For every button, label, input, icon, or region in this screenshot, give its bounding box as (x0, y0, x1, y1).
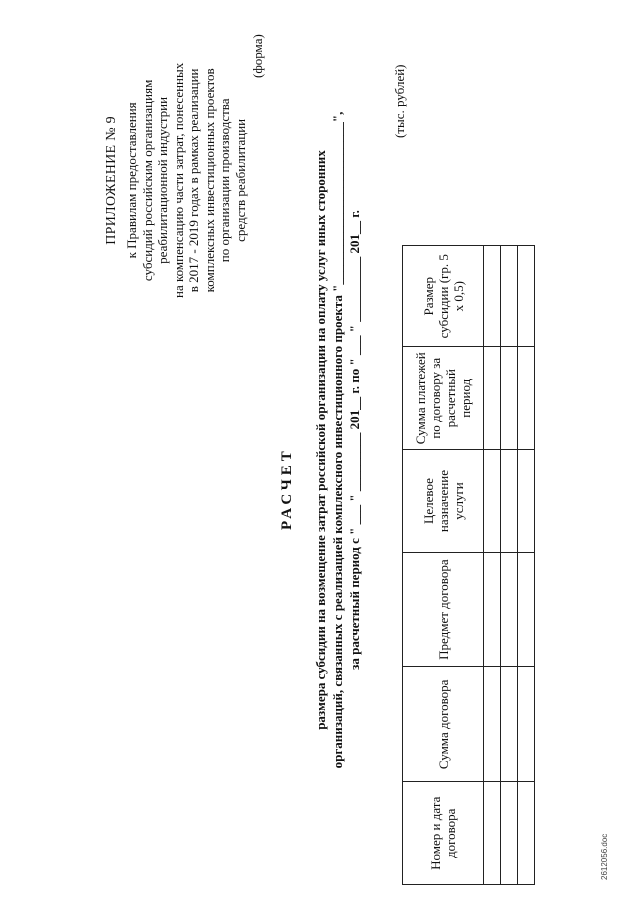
col-header-contract-amount: Сумма договора (403, 667, 484, 782)
table-cell[interactable] (518, 449, 535, 552)
appendix-line: в 2017 - 2019 годах в рамках реализации (186, 68, 201, 293)
table-cell[interactable] (501, 246, 518, 347)
col-header-contract-number: Номер и дата договора (403, 782, 484, 885)
table-cell[interactable] (484, 782, 501, 885)
units-label: (тыс. рублей) (392, 64, 407, 138)
col-header-payments-amount: Сумма платежей по договору за расчетный период (403, 347, 484, 449)
appendix-line: к Правилам предоставления (124, 102, 139, 259)
table-cell[interactable] (501, 782, 518, 885)
appendix-number: ПРИЛОЖЕНИЕ № 9 (104, 116, 119, 245)
appendix-line: субсидий российским организациям (139, 79, 155, 282)
subtitle-line: размера субсидии на возмещение затрат российской организации на оплату услуг иных сторонних (313, 150, 328, 730)
table-cell[interactable] (501, 347, 518, 449)
table-row (501, 246, 518, 885)
table-cell[interactable] (518, 782, 535, 885)
document-subtitle (312, 90, 363, 790)
table-cell[interactable] (484, 449, 501, 552)
table-cell[interactable] (518, 667, 535, 782)
table-cell[interactable] (501, 553, 518, 667)
table-cell[interactable] (518, 347, 535, 449)
col-header-subsidy-size: Размер субсидии (гр. 5 х 0,5) (403, 246, 484, 347)
calculation-table (402, 245, 535, 885)
table-cell[interactable] (484, 553, 501, 667)
table-cell[interactable] (518, 553, 535, 667)
table-cell[interactable] (501, 449, 518, 552)
table-row (518, 246, 535, 885)
table-body (484, 246, 535, 885)
table-row (484, 246, 501, 885)
document-title: РАСЧЕТ (279, 447, 295, 530)
file-name-footer: 2612056.doc (600, 833, 609, 880)
table-cell[interactable] (484, 246, 501, 347)
appendix-line: реабилитационной индустрии (155, 96, 170, 264)
form-label: (форма) (250, 34, 265, 78)
subtitle-line: за расчетный период с " ___ " _________ 201__ г. по " ___ " __________ 201__ г. (347, 210, 362, 670)
table-cell[interactable] (518, 246, 535, 347)
table-cell[interactable] (484, 347, 501, 449)
appendix-header (100, 63, 248, 298)
col-header-contract-subject: Предмет договора (403, 553, 484, 667)
appendix-line: по организации производства (217, 98, 232, 263)
appendix-line: средств реабилитации (232, 118, 248, 242)
appendix-line: комплексных инвестиционных проектов (201, 68, 217, 293)
table-cell[interactable] (501, 667, 518, 782)
subtitle-line: организаций, связанных с реализацией комплексного инвестиционного проекта "_________________________", (330, 111, 345, 769)
appendix-line: на компенсацию части затрат, понесенных (170, 62, 186, 298)
table-header-row (403, 246, 484, 885)
table-cell[interactable] (484, 667, 501, 782)
col-header-service-purpose: Целевое назначение услуги (403, 449, 484, 552)
